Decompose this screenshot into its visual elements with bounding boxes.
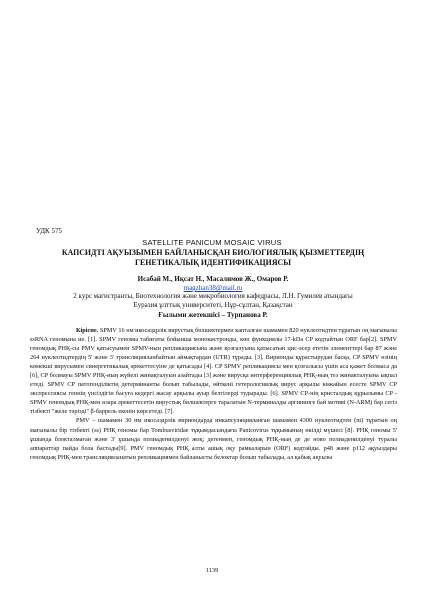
affiliation-line: Еуразия ұлттық университеті, Нұр-сұлтан, Қазақстан bbox=[133, 301, 293, 309]
author-email-link[interactable]: magzhan38@mail.ru bbox=[183, 284, 243, 292]
scientific-advisor: Ғылыми жетекшісі – Турпанова Р. bbox=[158, 311, 268, 319]
title-kazakh: КАПСИДТІ АҚУЫЗЫМЕН БАЙЛАНЫСҚАН БИОЛОГИЯЛЫҚ ҚЫЗМЕТТЕРДІҢ ГЕНЕТИКАЛЫҚ ИДЕНТИФИКАЦИЯСЫ bbox=[61, 248, 365, 268]
authors: Исабай М., Иқсат Н., Масалимов Ж., Омаров Р. bbox=[137, 275, 289, 283]
udk-code: УДК 575 bbox=[36, 227, 62, 235]
body-text bbox=[30, 326, 397, 462]
affiliation bbox=[30, 292, 396, 310]
paragraph bbox=[30, 416, 397, 461]
intro-label: Кіріспе. bbox=[76, 327, 99, 334]
affiliation-line: 2 курс магистранты, Биотехнология және микробиология кафедрасы, Л.Н. Гумилев атындағы bbox=[73, 292, 353, 300]
title-english: SATELLITE PANICUM MOSAIC VIRUS bbox=[142, 238, 282, 247]
paragraph-text: PMV – шамамен 30 нм икосаэдрлік вириондарда инкапсуляцияланған шамамен 4300 нуклеотидтен (nt) тұратын оң мағыналы бір тізбекті (ss) РНҚ геномы бар Tombusviridae тұқымдасындағы Panicovirus тұқымының өкілді мүшесі [8]. РНҚ геномы 5' ұшында блокталмаған және 3' ұшында полиаденилденуі жоқ; дегенмен, геномдық РНҚ-ның де де ново полиаденилденуі туралы аппараттар пайда бола бастады[9]. PMV геномдық РНҚ алты ашық оқу рамкаларын (ORF) кодтайды. p48 және p112 ақуыздары геномдық РНҚ-мен трансляцияланатын репликациямен байланысты белоктар болып табылады, ал қабық ақуызы bbox=[30, 417, 397, 461]
page-number: 1139 bbox=[205, 567, 219, 574]
paragraph-text: SPMV 16 нм икосаэдрлік вирустық бөлшектермен капталған шамамен 820 нуклеотидтен тұратын оң мағыналы ssRNA геномына ие. [1]. SPMV геномы табиғаты бойынша монокистронды, көп функциялы 17-kDa CP кодтайтын ORF бар[2]. SPMV геномдық РНҚ-сы PMV қатысуымен SPMV-нын репликациясына және қозғалуына қатысатын цис-әсер ететін элементтері бар 87 және 264 нуклеотидтердің 5' және 3' трансляцияланбайтын аймақтардан (UTR) тұрады. [3]. Вирионды құрастырудан басқа, CP SPMV өзінің көмекші вирусымен синергетикалық әрекеттесуіне де қатысады [4]. CP SPMV репликациясы мен қозғалысы үшін аса қажет болмаса да [6], CP болмауы SPMV РНҚ-ның жүйелі жинақталуын азайтады [3] және вирусқа интерференциялық РНҚ-ның тез жинакталуына ықпал етеді. SPMV CP патогенділіктің детерминанты болып табылады, өйткені гетерологиялық вирус арқылы көжайын есесте SPMV CP экспрессиясы геннің үнсіздігін басуға кедергі жасау арқылы ауыр белгілерді тудырады. [6]. SPMV CP-нің кристалдық құрылымы CP - SPMV геномдық РНҚ-мен өзара әрекеттесетін вирустық бөлшектерге таралатын N-терминалды аргининге бай мотиві (N-ARM) бар сегіз тізбекті "желе тәрізді" β-баррель екенін көрсетеді. [7]. bbox=[30, 327, 398, 416]
paragraph bbox=[30, 326, 397, 416]
